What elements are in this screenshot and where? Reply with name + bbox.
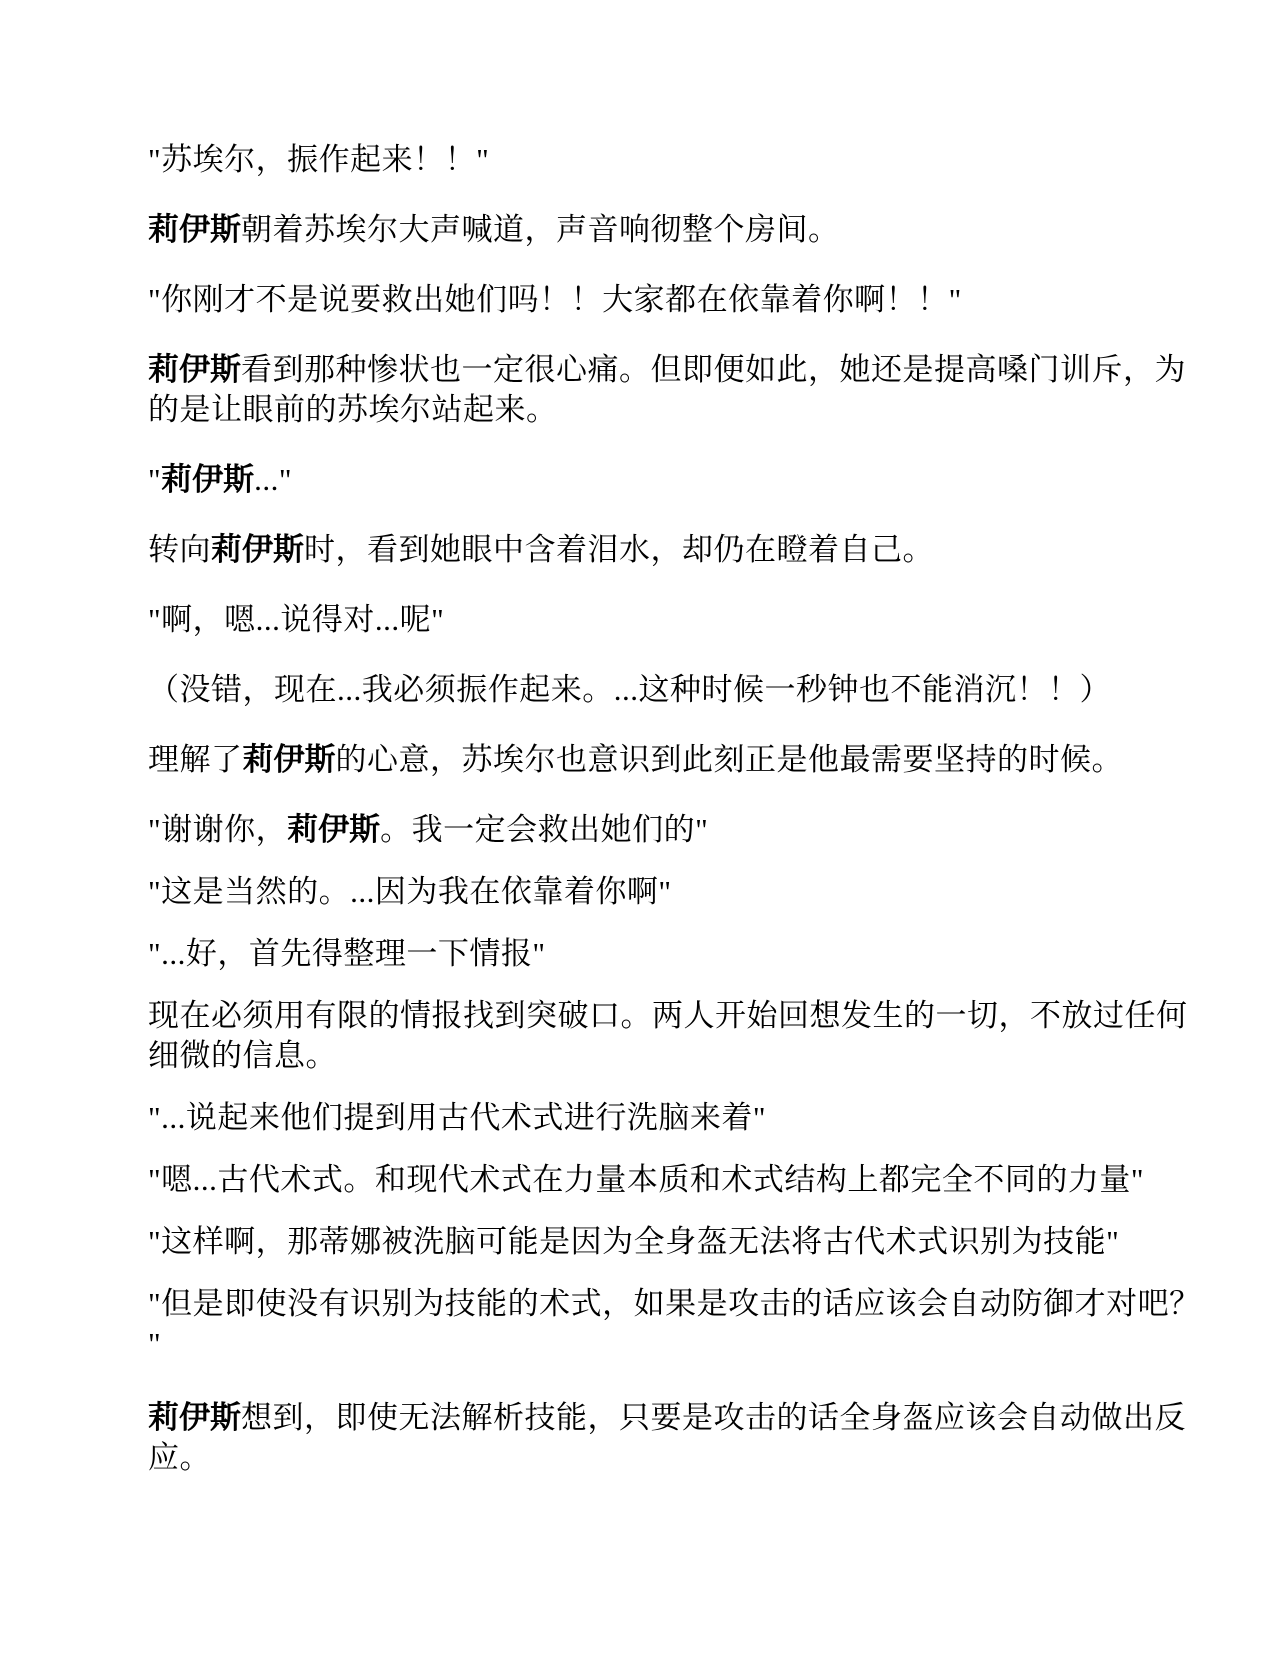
paragraph	[148, 1098, 1208, 1138]
character-name: 莉伊斯	[148, 352, 241, 387]
text-line	[148, 600, 1208, 640]
text-segment: 的是让眼前的苏埃尔站起来。	[148, 392, 558, 427]
text-line	[148, 390, 1208, 430]
paragraph	[148, 210, 1208, 250]
text-line	[148, 1098, 1208, 1138]
text-segment: 。我一定会救出她们的"	[380, 812, 709, 847]
character-name: 莉伊斯	[148, 1400, 241, 1435]
text-segment: "	[148, 1326, 162, 1361]
text-line	[148, 530, 1208, 570]
text-line	[148, 280, 1208, 320]
text-line	[148, 1222, 1208, 1262]
text-segment: "这样啊，那蒂娜被洗脑可能是因为全身盔无法将古代术式识别为技能"	[148, 1224, 1120, 1259]
text-segment: "苏埃尔，振作起来！！"	[148, 142, 490, 177]
text-line	[148, 1160, 1208, 1200]
text-line	[148, 350, 1208, 390]
text-segment: 想到，即使无法解析技能，只要是攻击的话全身盔应该会自动做出反	[241, 1400, 1186, 1435]
text-line	[148, 1398, 1208, 1438]
paragraph	[148, 740, 1208, 780]
paragraph	[148, 350, 1208, 430]
text-line	[148, 1438, 1208, 1478]
paragraph	[148, 1160, 1208, 1200]
text-line	[148, 934, 1208, 974]
character-name: 莉伊斯	[242, 742, 336, 777]
text-segment: 细微的信息。	[148, 1038, 337, 1073]
paragraph	[148, 1284, 1208, 1364]
text-line	[148, 810, 1208, 850]
text-line	[148, 1324, 1208, 1364]
character-name: 莉伊斯	[148, 212, 241, 247]
character-name: 莉伊斯	[161, 462, 255, 497]
paragraph	[148, 934, 1208, 974]
text-line	[148, 210, 1208, 250]
character-name: 莉伊斯	[287, 812, 381, 847]
text-segment: "你刚才不是说要救出她们吗！！大家都在依靠着你啊！！"	[148, 282, 962, 317]
text-segment: "...好，首先得整理一下情报"	[148, 936, 546, 971]
paragraph	[148, 670, 1208, 710]
text-segment: 应。	[148, 1440, 211, 1475]
text-line	[148, 996, 1208, 1036]
text-segment: "啊，嗯...说得对...呢"	[148, 602, 445, 637]
text-line	[148, 872, 1208, 912]
document-content	[148, 140, 1208, 1478]
character-name: 莉伊斯	[211, 532, 304, 567]
paragraph	[148, 530, 1208, 570]
text-segment: 转向	[148, 532, 211, 567]
paragraph	[148, 872, 1208, 912]
text-segment: "这是当然的。...因为我在依靠着你啊"	[148, 874, 672, 909]
text-line	[148, 1036, 1208, 1076]
text-segment: 的心意，苏埃尔也意识到此刻正是他最需要坚持的时候。	[335, 742, 1123, 777]
text-segment: 看到那种惨状也一定很心痛。但即便如此，她还是提高嗓门训斥，为	[241, 352, 1186, 387]
text-segment: "...说起来他们提到用古代术式进行洗脑来着"	[148, 1100, 767, 1135]
paragraph	[148, 1222, 1208, 1262]
paragraph	[148, 140, 1208, 180]
text-segment: "嗯...古代术式。和现代术式在力量本质和术式结构上都完全不同的力量"	[148, 1162, 1145, 1197]
text-segment: （没错，现在...我必须振作起来。...这种时候一秒钟也不能消沉！！）	[148, 672, 1111, 707]
text-segment: 朝着苏埃尔大声喊道，声音响彻整个房间。	[241, 212, 840, 247]
text-segment: "	[148, 462, 162, 497]
text-segment: ..."	[254, 462, 293, 497]
text-line	[148, 140, 1208, 180]
text-line	[148, 460, 1208, 500]
text-line	[148, 1284, 1208, 1324]
paragraph	[148, 280, 1208, 320]
text-segment: 时，看到她眼中含着泪水，却仍在瞪着自己。	[304, 532, 934, 567]
paragraph	[148, 810, 1208, 850]
text-segment: "谢谢你，	[148, 812, 288, 847]
text-line	[148, 670, 1208, 710]
paragraph	[148, 996, 1208, 1076]
paragraph	[148, 1398, 1208, 1478]
text-line	[148, 740, 1208, 780]
text-segment: 理解了	[148, 742, 243, 777]
paragraph	[148, 600, 1208, 640]
text-segment: 现在必须用有限的情报找到突破口。两人开始回想发生的一切，不放过任何	[148, 998, 1188, 1033]
paragraph	[148, 460, 1208, 500]
text-segment: "但是即使没有识别为技能的术式，如果是攻击的话应该会自动防御才对吧？	[148, 1286, 1201, 1321]
